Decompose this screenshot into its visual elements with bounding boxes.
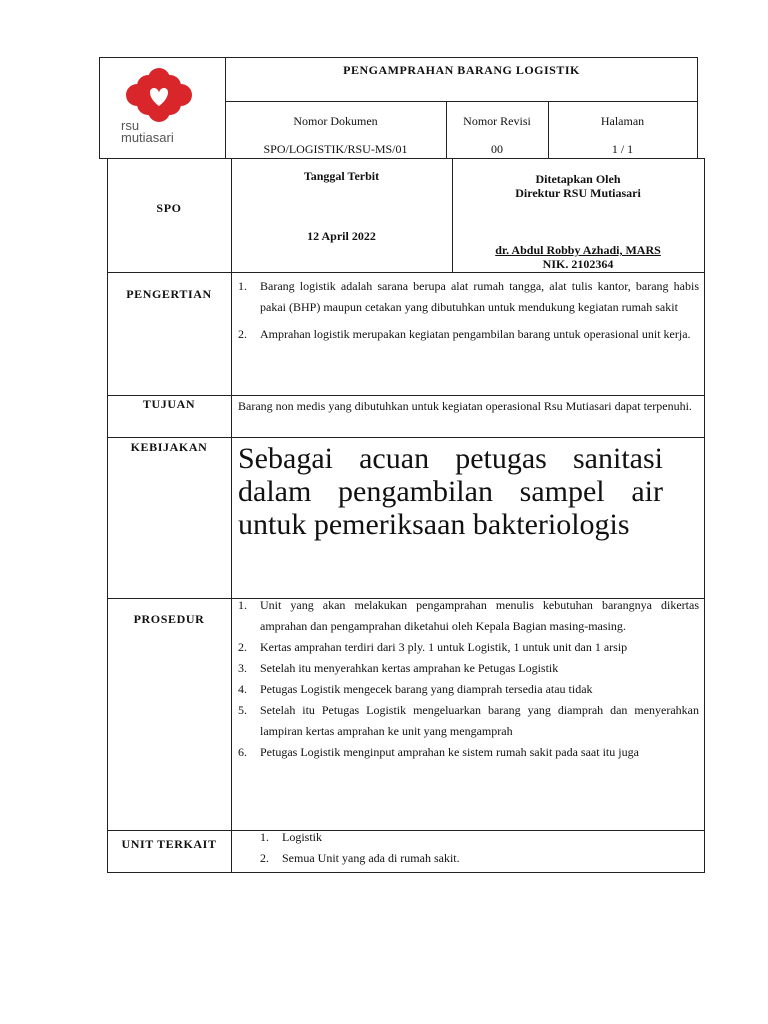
page-value: 1 / 1 [611,142,634,156]
page-label: Halaman [600,114,645,128]
list-item: 3. Setelah itu menyerahkan kertas amprahan ke Petugas Logistik [238,661,559,675]
tujuan-label: TUJUAN [142,397,196,411]
unit-terkait-content [260,827,690,869]
logo-text-line1: rsu [121,118,140,133]
list-item: 5. Setelah itu Petugas Logistik mengeluarkan barang yang diamprah dan menyerahkan lampiran kertas amprahan ke unit yang mengamprah [238,703,699,738]
list-item: 1. Unit yang akan melakukan pengamprahan menulis kebutuhan barangnya dikertas amprahan dan pengamprahan diketahui oleh Kepala Bagian masing-masing. [238,598,699,633]
spo-label: SPO [156,201,182,215]
list-item: 2. Semua Unit yang ada di rumah sakit. [260,851,460,865]
list-item: 4. Petugas Logistik mengecek barang yang diamprah tersedia atau tidak [238,682,593,696]
list-item: 1. Logistik [260,830,323,844]
list-item: 1. Barang logistik adalah sarana berupa alat rumah tangga, alat tulis kantor, barang habis pakai (BHP) maupun cetakan yang dibutuhkan untuk mendukung kegiatan rumah sakit [238,279,699,314]
unit-terkait-label: UNIT TERKAIT [121,837,217,851]
pengertian-content [238,276,699,345]
list-item: 2. Amprahan logistik merupakan kegiatan pengambilan barang untuk operasional unit kerja. [238,327,691,341]
document-title: PENGAMPRAHAN BARANG LOGISTIK [343,63,580,77]
approved-by-line2: Direktur RSU Mutiasari [515,186,641,200]
tujuan-text: Barang non medis yang dibutuhkan untuk kegiatan operasional Rsu Mutiasari dapat terpenuhi. [238,399,692,413]
kebijakan-label: KEBIJAKAN [130,440,208,454]
approved-by-line1: Ditetapkan Oleh [535,172,621,186]
director-nik: NIK. 2102364 [542,257,614,271]
doc-number-value: SPO/LOGISTIK/RSU-MS/01 [263,142,408,156]
pengertian-label: PENGERTIAN [126,287,212,301]
prosedur-content [238,595,699,763]
issue-date-value: 12 April 2022 [307,229,376,243]
logo-text-line2: mutiasari [121,130,174,145]
list-item: 6. Petugas Logistik menginput amprahan ke sistem rumah sakit pada saat itu juga [238,745,639,759]
list-item: 2. Kertas amprahan terdiri dari 3 ply. 1 untuk Logistik, 1 untuk unit dan 1 arsip [238,640,628,654]
prosedur-label: PROSEDUR [133,612,205,626]
doc-number-label: Nomor Dokumen [293,114,378,128]
cross-heart-icon [118,66,208,126]
hospital-logo [118,66,208,150]
issue-date-label: Tanggal Terbit [303,169,380,183]
revision-label: Nomor Revisi [463,114,531,128]
revision-value: 00 [491,142,503,156]
kebijakan-text: Sebagai acuan petugas sanitasi dalam pengambilan sampel air untuk pemeriksaan bakteriologis [238,442,663,541]
director-name: dr. Abdul Robby Azhadi, MARS [495,243,661,257]
